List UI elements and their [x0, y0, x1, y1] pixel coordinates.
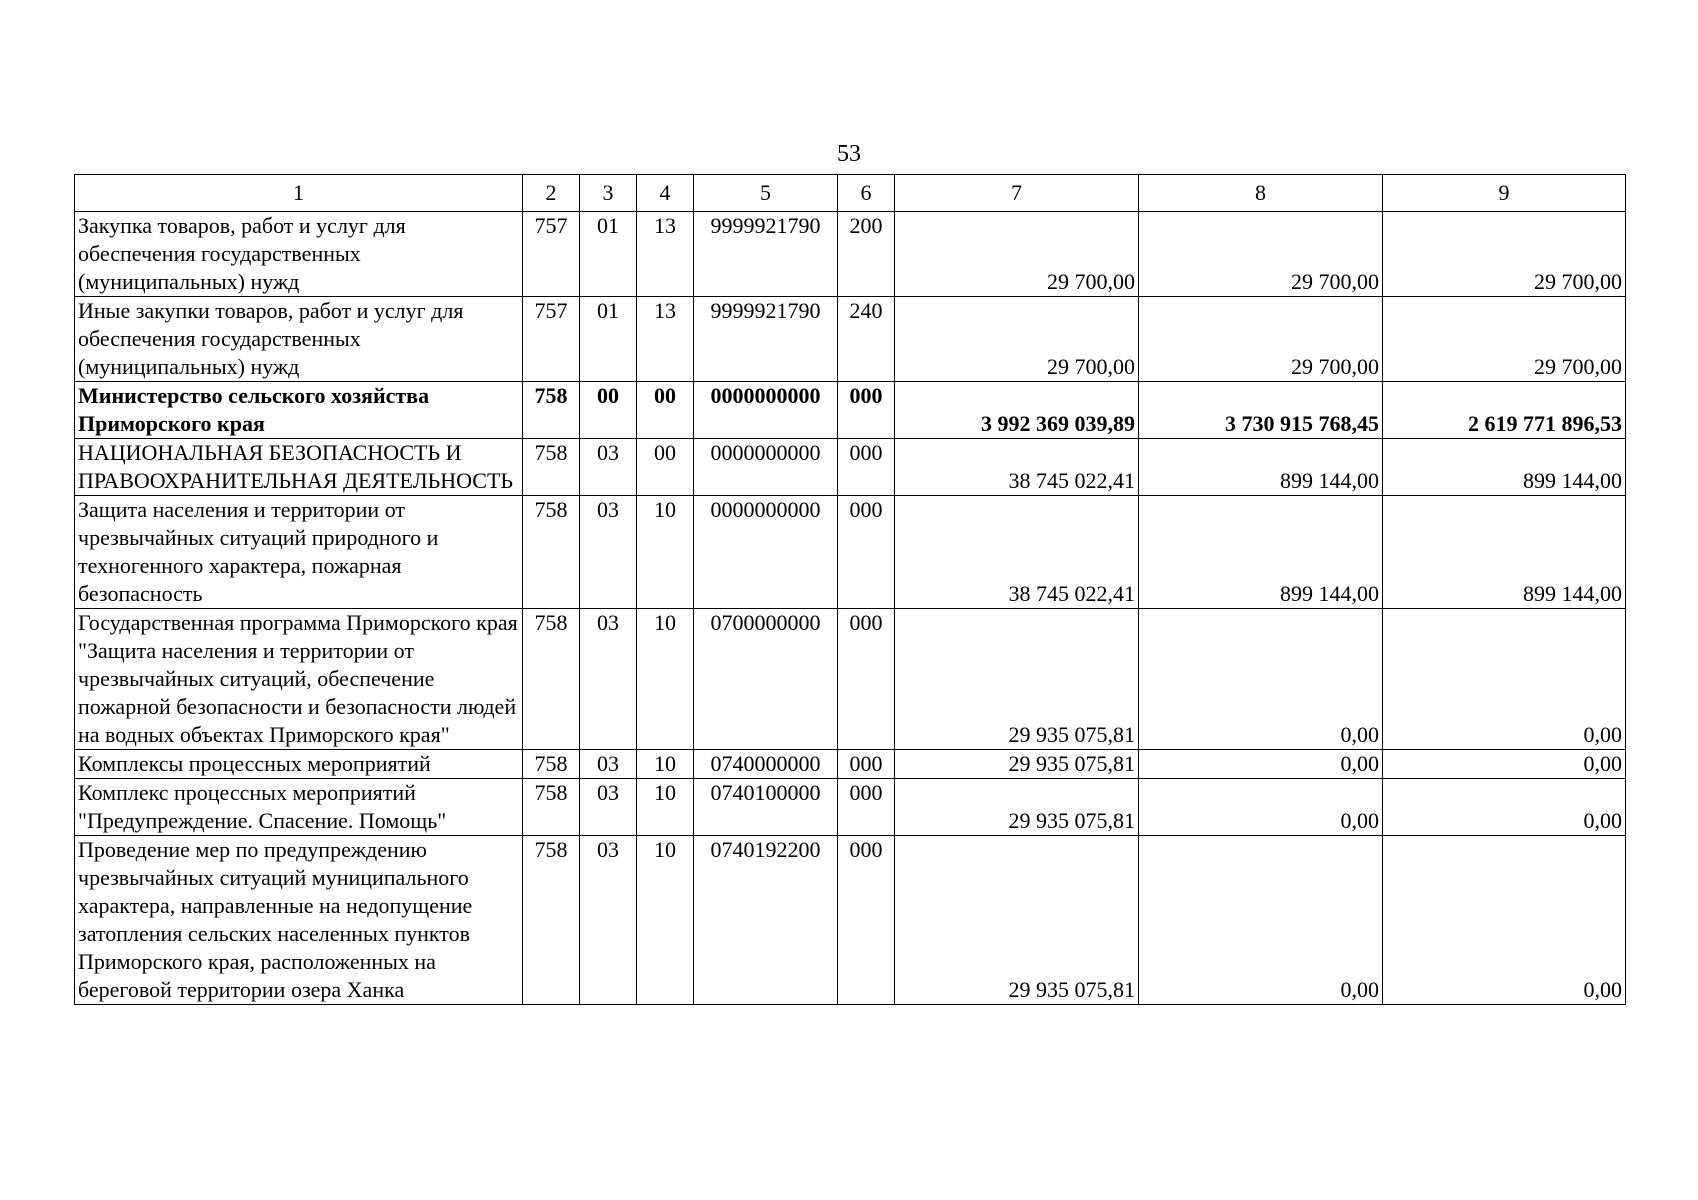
amount-col8: 0,00 [1139, 750, 1383, 779]
amount-col9: 29 700,00 [1383, 212, 1626, 297]
amount-col7: 38 745 022,41 [895, 439, 1139, 496]
ministry-code: 758 [523, 779, 580, 836]
target-article-code: 0740100000 [694, 779, 838, 836]
expense-type-code: 000 [838, 779, 895, 836]
ministry-code: 757 [523, 297, 580, 382]
column-header: 4 [637, 175, 694, 212]
expense-type-code: 000 [838, 439, 895, 496]
amount-col7: 29 935 075,81 [895, 750, 1139, 779]
section-code: 03 [580, 496, 637, 609]
budget-table [74, 174, 1626, 1005]
target-article-code: 0740192200 [694, 836, 838, 1005]
ministry-code: 758 [523, 382, 580, 439]
page-number: 53 [837, 141, 861, 167]
column-header: 2 [523, 175, 580, 212]
subsection-code: 13 [637, 212, 694, 297]
subsection-code: 10 [637, 836, 694, 1005]
row-name: Защита населения и территории от чрезвычайных ситуаций природного и техногенного характера, пожарная безопасность [75, 496, 523, 609]
amount-col9: 899 144,00 [1383, 496, 1626, 609]
row-name: Проведение мер по предупреждению чрезвычайных ситуаций муниципального характера, направленные на недопущение затопления сельских населенных пунктов Приморского края, расположенных на береговой территории озера Ханка [75, 836, 523, 1005]
row-name: Закупка товаров, работ и услуг для обеспечения государственных (муниципальных) нужд [75, 212, 523, 297]
column-header: 8 [1139, 175, 1383, 212]
table-row [75, 382, 1626, 439]
table-row [75, 609, 1626, 750]
amount-col7: 29 700,00 [895, 297, 1139, 382]
column-header: 5 [694, 175, 838, 212]
expense-type-code: 000 [838, 836, 895, 1005]
subsection-code: 10 [637, 750, 694, 779]
subsection-code: 00 [637, 382, 694, 439]
expense-type-code: 240 [838, 297, 895, 382]
amount-col8: 899 144,00 [1139, 496, 1383, 609]
table-row [75, 836, 1626, 1005]
table-row [75, 297, 1626, 382]
amount-col9: 2 619 771 896,53 [1383, 382, 1626, 439]
amount-col8: 0,00 [1139, 609, 1383, 750]
row-name: Министерство сельского хозяйства Приморского края [75, 382, 523, 439]
ministry-code: 758 [523, 836, 580, 1005]
table-row [75, 439, 1626, 496]
column-header: 3 [580, 175, 637, 212]
table-row [75, 212, 1626, 297]
column-header: 1 [75, 175, 523, 212]
section-code: 03 [580, 836, 637, 1005]
amount-col9: 0,00 [1383, 779, 1626, 836]
amount-col9: 899 144,00 [1383, 439, 1626, 496]
amount-col8: 3 730 915 768,45 [1139, 382, 1383, 439]
target-article-code: 0000000000 [694, 496, 838, 609]
section-code: 03 [580, 779, 637, 836]
ministry-code: 758 [523, 750, 580, 779]
target-article-code: 9999921790 [694, 212, 838, 297]
subsection-code: 10 [637, 496, 694, 609]
table-row [75, 779, 1626, 836]
amount-col8: 0,00 [1139, 836, 1383, 1005]
row-name: НАЦИОНАЛЬНАЯ БЕЗОПАСНОСТЬ И ПРАВООХРАНИТЕЛЬНАЯ ДЕЯТЕЛЬНОСТЬ [75, 439, 523, 496]
column-header: 9 [1383, 175, 1626, 212]
section-code: 03 [580, 750, 637, 779]
expense-type-code: 200 [838, 212, 895, 297]
row-name: Комплексы процессных мероприятий [75, 750, 523, 779]
section-code: 01 [580, 212, 637, 297]
expense-type-code: 000 [838, 382, 895, 439]
row-name: Государственная программа Приморского края "Защита населения и территории от чрезвычайных ситуаций, обеспечение пожарной безопасности и безопасности людей на водных объектах Приморского края" [75, 609, 523, 750]
amount-col8: 0,00 [1139, 779, 1383, 836]
ministry-code: 758 [523, 439, 580, 496]
amount-col7: 38 745 022,41 [895, 496, 1139, 609]
section-code: 01 [580, 297, 637, 382]
expense-type-code: 000 [838, 496, 895, 609]
table-row [75, 496, 1626, 609]
amount-col7: 29 700,00 [895, 212, 1139, 297]
section-code: 03 [580, 439, 637, 496]
amount-col9: 0,00 [1383, 750, 1626, 779]
subsection-code: 10 [637, 609, 694, 750]
ministry-code: 758 [523, 496, 580, 609]
section-code: 03 [580, 609, 637, 750]
header-row [75, 175, 1626, 212]
expense-type-code: 000 [838, 609, 895, 750]
amount-col7: 29 935 075,81 [895, 609, 1139, 750]
subsection-code: 10 [637, 779, 694, 836]
subsection-code: 13 [637, 297, 694, 382]
amount-col9: 29 700,00 [1383, 297, 1626, 382]
amount-col8: 899 144,00 [1139, 439, 1383, 496]
ministry-code: 758 [523, 609, 580, 750]
amount-col7: 29 935 075,81 [895, 779, 1139, 836]
subsection-code: 00 [637, 439, 694, 496]
amount-col8: 29 700,00 [1139, 297, 1383, 382]
section-code: 00 [580, 382, 637, 439]
table-row [75, 750, 1626, 779]
amount-col9: 0,00 [1383, 836, 1626, 1005]
row-name: Иные закупки товаров, работ и услуг для обеспечения государственных (муниципальных) нужд [75, 297, 523, 382]
target-article-code: 0740000000 [694, 750, 838, 779]
target-article-code: 0700000000 [694, 609, 838, 750]
amount-col7: 29 935 075,81 [895, 836, 1139, 1005]
ministry-code: 757 [523, 212, 580, 297]
amount-col9: 0,00 [1383, 609, 1626, 750]
amount-col7: 3 992 369 039,89 [895, 382, 1139, 439]
target-article-code: 9999921790 [694, 297, 838, 382]
column-header: 6 [838, 175, 895, 212]
row-name: Комплекс процессных мероприятий "Предупреждение. Спасение. Помощь" [75, 779, 523, 836]
target-article-code: 0000000000 [694, 439, 838, 496]
expense-type-code: 000 [838, 750, 895, 779]
column-header: 7 [895, 175, 1139, 212]
target-article-code: 0000000000 [694, 382, 838, 439]
amount-col8: 29 700,00 [1139, 212, 1383, 297]
